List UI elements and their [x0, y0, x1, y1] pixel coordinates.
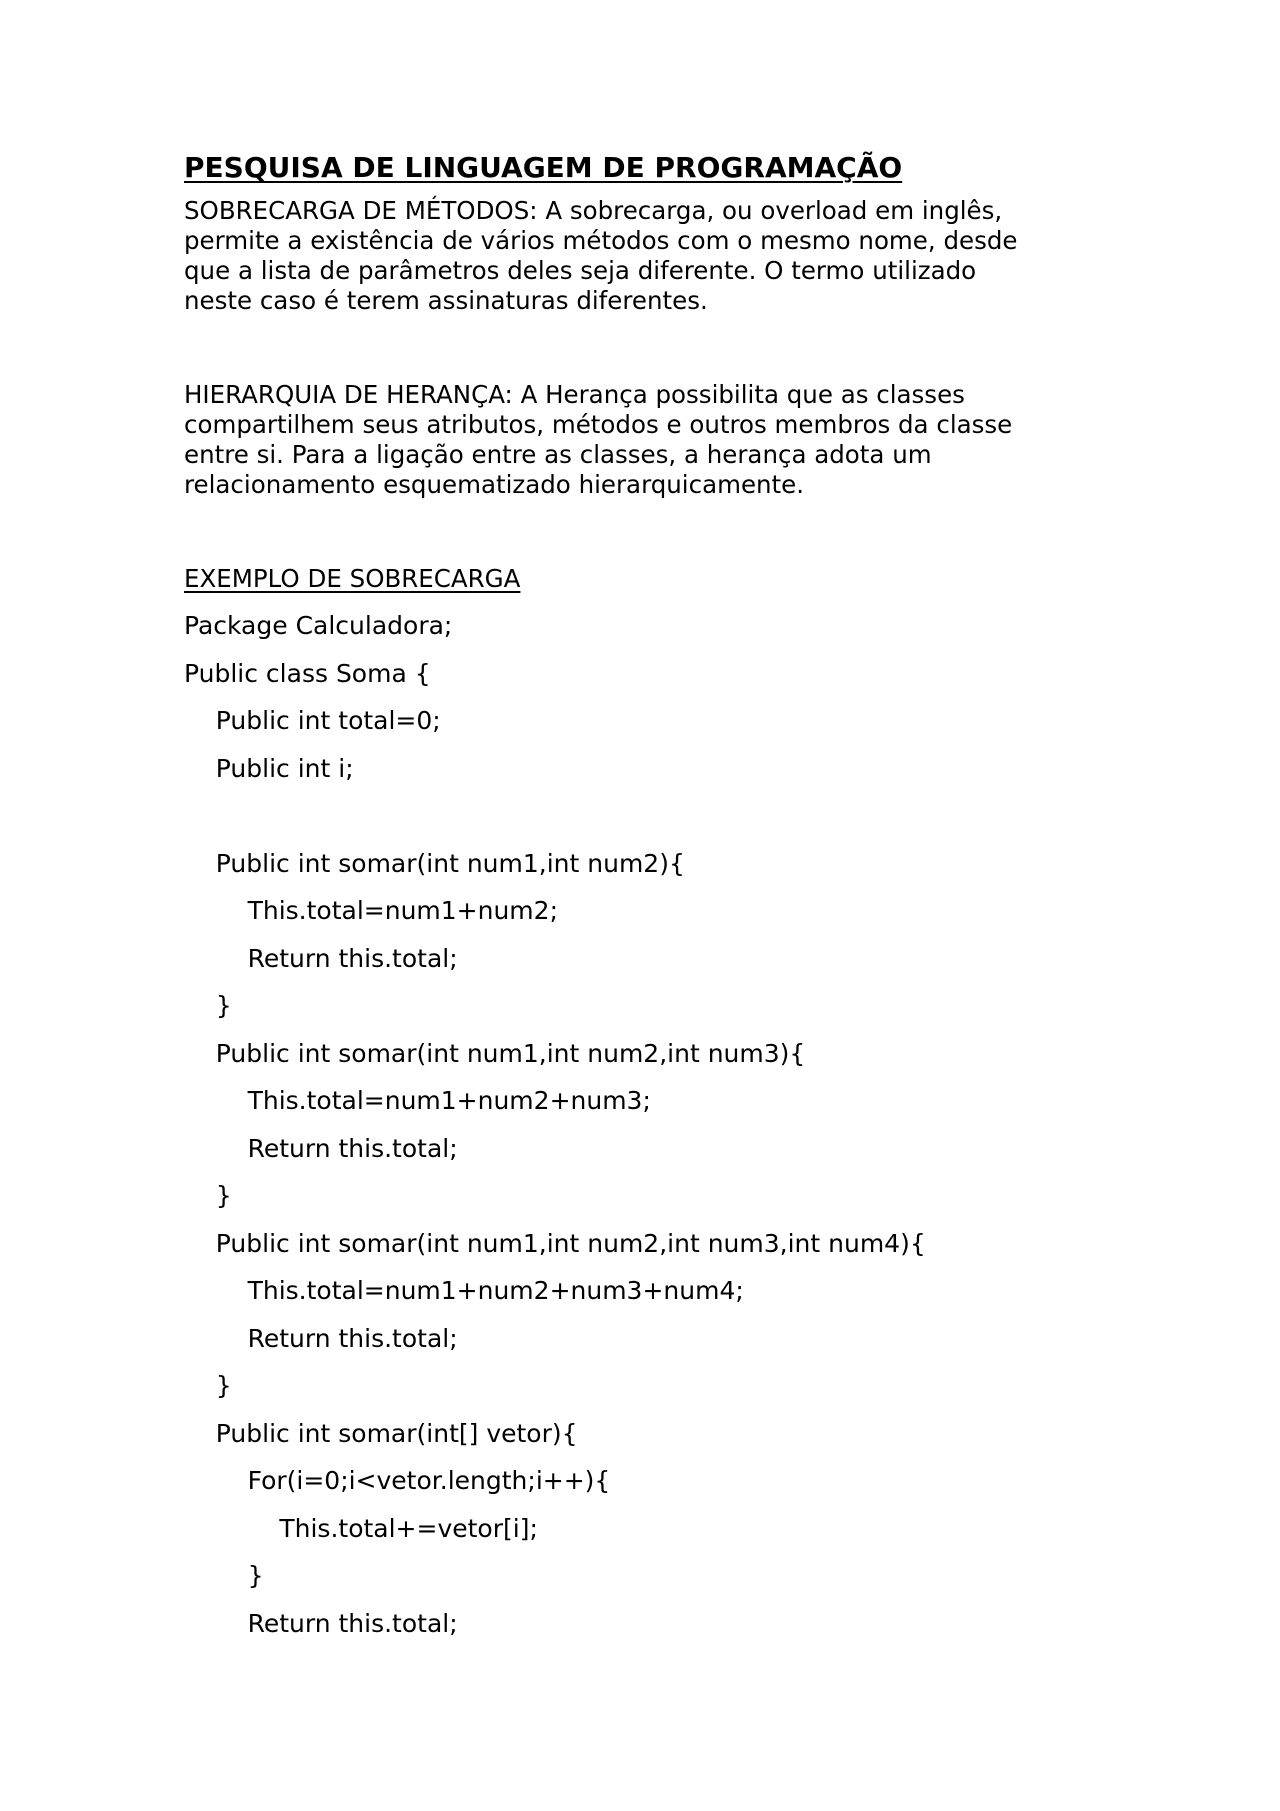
code-line: Return this.total;	[184, 1133, 458, 1163]
code-line: Public int somar(int[] vetor){	[184, 1418, 578, 1448]
code-line: }	[184, 1561, 264, 1590]
paragraph-sobrecarga: SOBRECARGA DE MÉTODOS: A sobrecarga, ou overload em inglês, permite a existência de vários métodos com o mesmo nome, desde que a lista de parâmetros deles seja diferente. O termo utilizado neste caso é terem assinaturas diferentes.	[184, 196, 1018, 315]
code-line: Public int somar(int num1,int num2,int num3){	[184, 1038, 806, 1068]
code-line: }	[184, 1371, 232, 1400]
code-line: Public int somar(int num1,int num2,int num3,int num4){	[184, 1228, 926, 1258]
spacer	[184, 316, 1084, 380]
document-title: PESQUISA DE LINGUAGEM DE PROGRAMAÇÃO	[184, 151, 903, 184]
spacer	[184, 500, 1084, 564]
code-line: This.total=num1+num2+num3;	[184, 1086, 651, 1115]
code-line: For(i=0;i<vetor.length;i++){	[184, 1466, 611, 1495]
code-line: Return this.total;	[184, 943, 458, 973]
code-line: Return this.total;	[184, 1608, 458, 1638]
code-line: This.total=num1+num2;	[184, 896, 558, 925]
paragraph-heranca: HIERARQUIA DE HERANÇA: A Herança possibilita que as classes compartilhem seus atributos, métodos e outros membros da classe entre si. Para a ligação entre as classes, a herança adota um relacionamento esquematizado hierarquicamente.	[184, 380, 1013, 499]
code-line: Public int i;	[184, 753, 354, 783]
code-line: }	[184, 1181, 232, 1210]
code-line: Public int total=0;	[184, 706, 441, 735]
code-line: }	[184, 991, 232, 1020]
code-line: Package Calculadora;	[184, 611, 453, 640]
code-line: This.total+=vetor[i];	[184, 1513, 538, 1543]
code-line: This.total=num1+num2+num3+num4;	[184, 1276, 744, 1305]
code-line: Public int somar(int num1,int num2){	[184, 848, 685, 878]
code-line-blank	[184, 801, 1084, 849]
example-heading: EXEMPLO DE SOBRECARGA	[184, 564, 521, 593]
code-line: Public class Soma {	[184, 658, 431, 688]
code-block	[184, 611, 1084, 1656]
document-page	[184, 150, 1084, 1656]
code-line: Return this.total;	[184, 1323, 458, 1353]
